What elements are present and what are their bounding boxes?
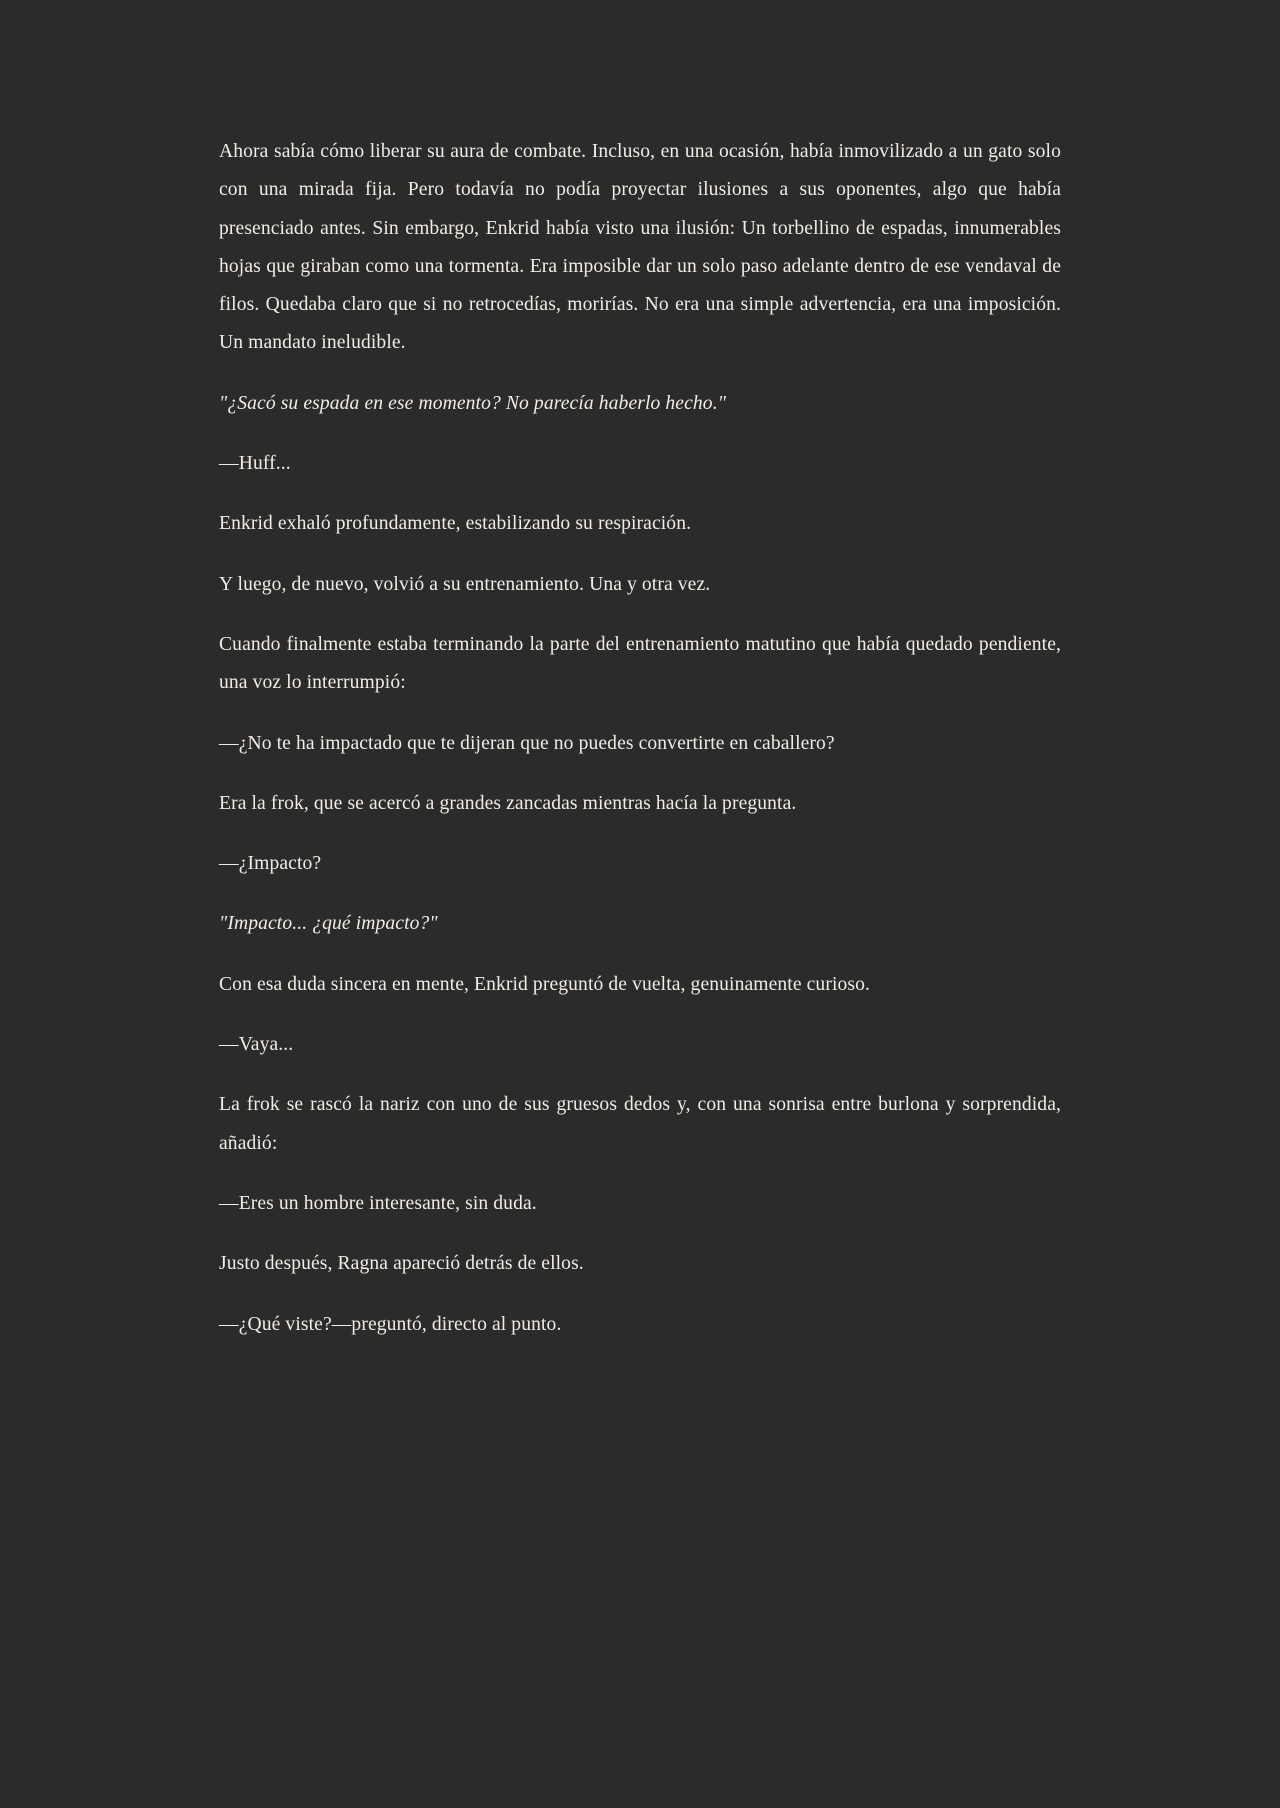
paragraph-inner-thought: "Impacto... ¿qué impacto?" <box>219 913 438 935</box>
paragraph-dialogue: —Eres un hombre interesante, sin duda. <box>219 1192 537 1214</box>
paragraph-dialogue: —Huff... <box>219 453 291 475</box>
paragraph-dialogue: —¿Qué viste?—preguntó, directo al punto. <box>219 1313 562 1335</box>
paragraph: Cuando finalmente estaba terminando la parte del entrenamiento matutino que había quedado pendiente, una voz lo interrumpió: <box>219 633 1061 694</box>
reader-text-body <box>219 0 1061 1464</box>
paragraph: Justo después, Ragna apareció detrás de ellos. <box>219 1253 584 1275</box>
paragraph-inner-thought: "¿Sacó su espada en ese momento? No parecía haberlo hecho." <box>219 392 727 414</box>
paragraph: Enkrid exhaló profundamente, estabilizando su respiración. <box>219 513 692 535</box>
paragraph-dialogue: —¿No te ha impactado que te dijeran que no puedes convertirte en caballero? <box>219 732 835 754</box>
paragraph: Era la frok, que se acercó a grandes zancadas mientras hacía la pregunta. <box>219 792 797 814</box>
paragraph-dialogue: —Vaya... <box>219 1034 294 1056</box>
paragraph-dialogue: —¿Impacto? <box>219 853 322 875</box>
paragraph: Ahora sabía cómo liberar su aura de combate. Incluso, en una ocasión, había inmovilizado a un gato solo con una mirada fija. Pero todavía no podía proyectar ilusiones a sus oponentes, algo que había presenciado antes. Sin embargo, Enkrid había visto una ilusión: Un torbellino de espadas, innumerables hojas que giraban como una tormenta. Era imposible dar un solo paso adelante dentro de ese vendaval de filos. Quedaba claro que si no retrocedías, morirías. No era una simple advertencia, era una imposición. Un mandato ineludible. <box>219 141 1061 354</box>
paragraph: Con esa duda sincera en mente, Enkrid preguntó de vuelta, genuinamente curioso. <box>219 973 871 995</box>
paragraph: Y luego, de nuevo, volvió a su entrenamiento. Una y otra vez. <box>219 573 711 595</box>
paragraph: La frok se rascó la nariz con uno de sus gruesos dedos y, con una sonrisa entre burlona y sorprendida, añadió: <box>219 1094 1061 1154</box>
